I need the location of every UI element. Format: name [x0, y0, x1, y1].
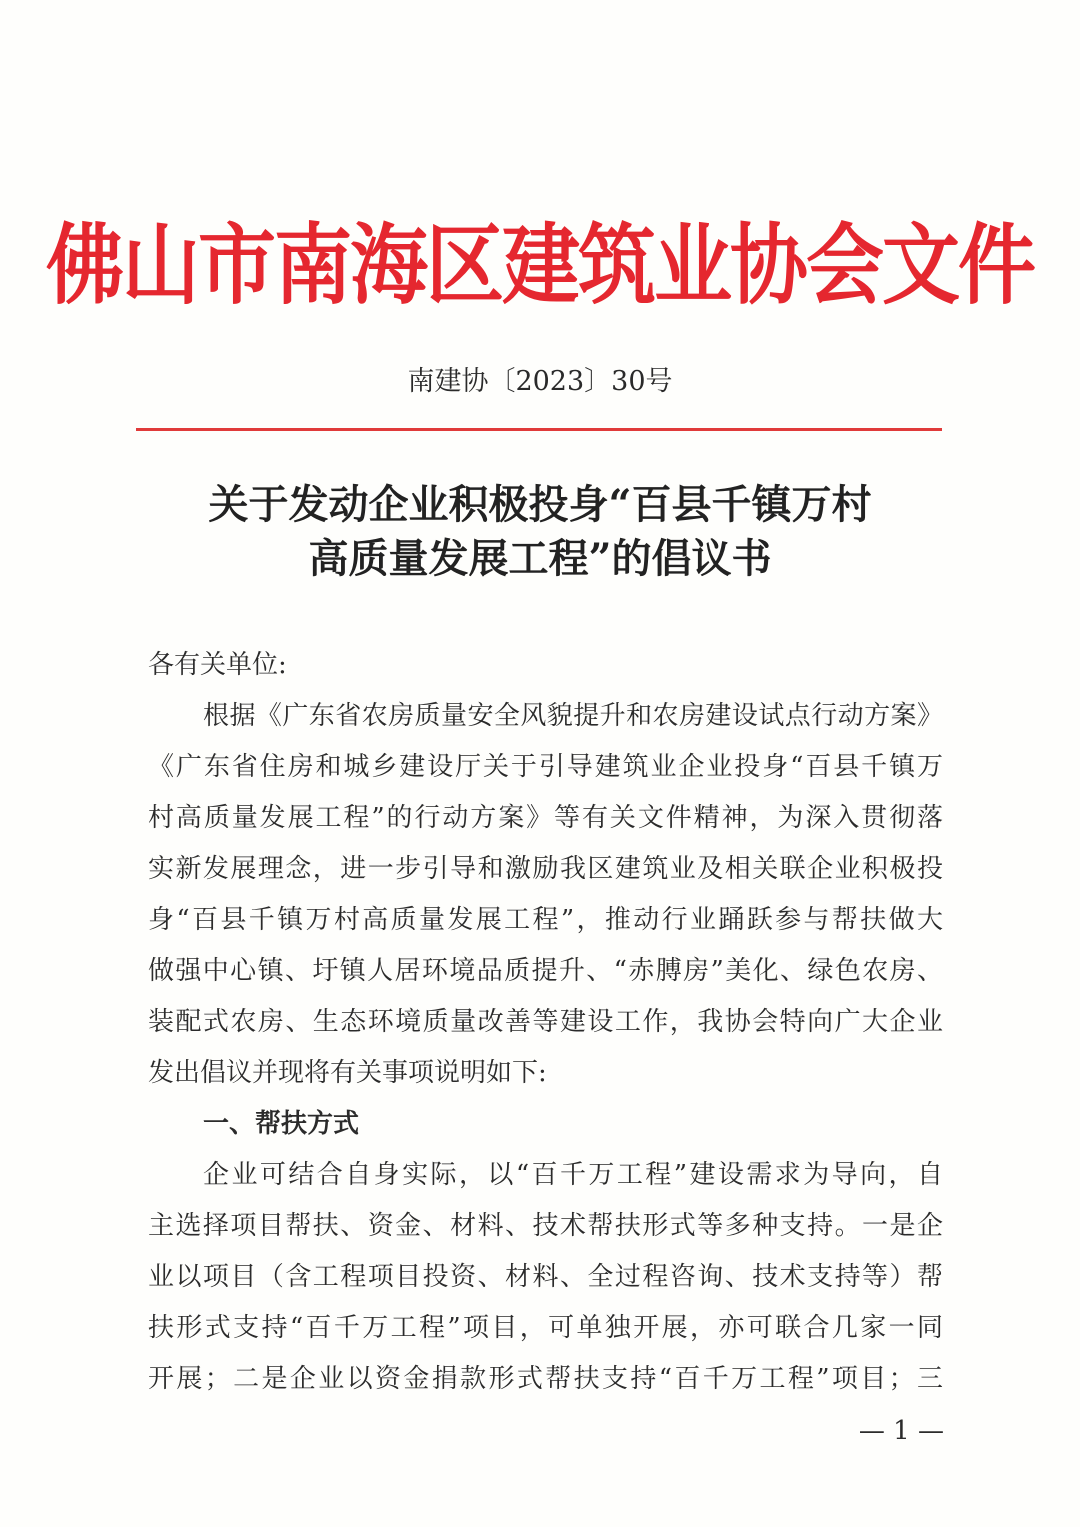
body-line: 发出倡议并现将有关事项说明如下:	[148, 1058, 547, 1088]
body-line: 《广东省住房和城乡建设厅关于引导建筑业企业投身“百县千镇万	[148, 752, 943, 782]
body-line: 做强中心镇、圩镇人居环境品质提升、“赤膊房”美化、绿色农房、	[148, 956, 943, 986]
body-line: 扶形式支持“百千万工程”项目，可单独开展，亦可联合几家一同	[148, 1313, 943, 1343]
title-line-1: 关于发动企业积极投身“百县千镇万村	[208, 481, 872, 528]
body-line: 开展；二是企业以资金捐款形式帮扶支持“百千万工程”项目；三	[148, 1364, 943, 1394]
body-line: 业以项目（含工程项目投资、材料、全过程咨询、技术支持等）帮	[148, 1262, 943, 1292]
body-line: 实新发展理念，进一步引导和激励我区建筑业及相关联企业积极投	[148, 854, 943, 884]
body-line: 企业可结合自身实际，以“百千万工程”建设需求为导向，自	[203, 1160, 943, 1190]
title-line-2: 高质量发展工程”的倡议书	[308, 535, 772, 582]
document-number: 南建协〔2023〕30号	[407, 366, 673, 397]
document-body	[148, 640, 943, 1405]
body-line: 村高质量发展工程”的行动方案》等有关文件精神，为深入贯彻落	[148, 803, 943, 833]
body-line: 装配式农房、生态环境质量改善等建设工作，我协会特向广大企业	[148, 1007, 943, 1037]
body-line: 身“百县千镇万村高质量发展工程”，推动行业踊跃参与帮扶做大	[148, 905, 943, 935]
masthead-title: 佛山市南海区建筑业协会文件	[45, 216, 1034, 317]
page-number: — 1 —	[858, 1416, 944, 1446]
body-line: 主选择项目帮扶、资金、材料、技术帮扶形式等多种支持。一是企	[148, 1211, 943, 1241]
body-line: 根据《广东省农房质量安全风貌提升和农房建设试点行动方案》	[203, 701, 943, 731]
salutation: 各有关单位:	[148, 650, 287, 680]
section-heading: 一、帮扶方式	[203, 1109, 360, 1139]
document-title	[0, 478, 1080, 586]
red-divider-line	[136, 428, 942, 431]
